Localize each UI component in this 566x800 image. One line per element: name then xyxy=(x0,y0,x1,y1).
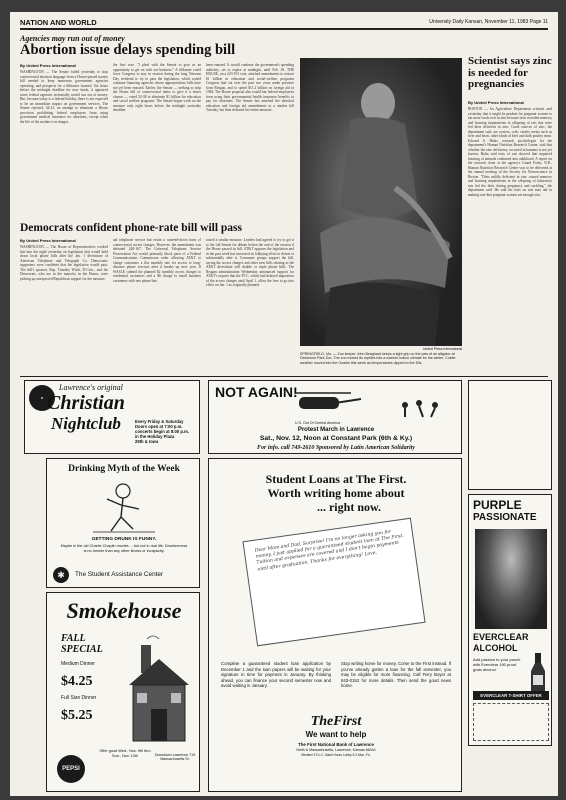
smokehouse-offer: Offer good Wed., Nov. 9th thru Sun., Nov. 13th xyxy=(99,749,151,758)
drinking-myth-ad xyxy=(46,458,200,588)
drinking-title: Drinking Myth of the Week xyxy=(68,464,180,474)
nightclub-line3: Nightclub xyxy=(51,414,121,433)
smokehouse-special: SPECIAL xyxy=(61,644,103,655)
nightclub-line1: Lawrence's original xyxy=(59,383,123,392)
protest-event: Protest March in Lawrence xyxy=(297,427,375,433)
smokehouse-location: Downtown Lawrence 719 Massachusetts St. xyxy=(154,753,196,762)
everclear-ad xyxy=(468,494,552,746)
everclear-order-form xyxy=(473,703,549,741)
abortion-byline: By United Press International xyxy=(20,63,76,68)
abortion-col-3: been enacted. It would continue the government's spending authority, set to expire at midnight, until Feb. 29. THE HOUSE, on a 223-191 vote, attached amendments to restore $1 billion in education and social-welfare programs Congress had cut over the past two years under pressure from Reagan, and to spend $11.2 billion on foreign aid in 1984. The House proposal also would bar federal employees from using their governmental health insurance benefits to pay for abortions. The Senate has attached the identical education and foreign aid amendments to a similar bill Tuesday, but then defeated the entire measure. xyxy=(206,63,294,112)
loans-copy-1: Complete a guaranteed student loan application by December 1 and the loan papers will be waiting for your signature in time for payment in January. By thinking ahead, you can finance your second semester now and avoid waiting in January. xyxy=(221,661,331,689)
bank-logo: TheFirst xyxy=(310,714,362,729)
nightclub-address: 25th & Iowa xyxy=(135,439,159,444)
drinking-detail: Maybe in the old Charlie Chaplin movies ... but not in real life. Drunkenness is no funnier than any other illness or incapacity. xyxy=(60,544,188,553)
smokehouse-building-icon xyxy=(127,635,191,745)
smokehouse-dinner-2: Full Size Dinner xyxy=(61,695,97,701)
protest-title: NOT AGAIN! xyxy=(215,384,298,400)
smokehouse-fall: FALL xyxy=(61,633,86,644)
abortion-col-1: WASHINGTON — The Senate failed yesterday to stop controversial abortion language from a House-passed money bill needed to keep numerous government agencies operating, and prospects for a filibuster loomed. Six hours before the midnight deadline for new funds, it appeared some federal agencies technically would run out of money. But, because today is a federal holiday, there is not expected to be an immediate impact on government services. The Senate rejected, 44-41, an attempt to eliminate a House provision prohibiting federal employees from using government medical insurance for abortions, except when the life of the mother is in danger. xyxy=(20,70,108,124)
bank-address: Ninth & Massachusetts, Lawrence, Kansas 66044 xyxy=(296,748,376,752)
everclear-line2: PASSIONATE xyxy=(473,512,537,523)
nightclub-doors: Doors open at 7:00 p.m. xyxy=(135,424,183,429)
bank-name: The First National Bank of Lawrence xyxy=(298,742,374,747)
model-tshirt-photo xyxy=(475,529,547,629)
photo-credit: United Press International xyxy=(422,347,462,351)
loans-headline-1: Student Loans at The First. xyxy=(265,472,407,486)
smokehouse-price-2: $5.25 xyxy=(61,708,93,723)
smokehouse-ad xyxy=(46,592,200,792)
bank-member: Member F.D.I.C. Bank Hours Lobby 9-3 Mon.-Fri. xyxy=(301,753,371,757)
everclear-pitch: Add passion to your punch with Everclear 190 proof grain alcohol xyxy=(473,657,521,672)
everclear-offer: EVERCLEAR T-SHIRT OFFER xyxy=(473,691,549,700)
nightclub-place: in the Holiday Plaza xyxy=(135,434,175,439)
nightclub-hours: Every Friday & Saturday xyxy=(135,419,184,424)
nightclub-concerts: concerts begin at 8:00 p.m. xyxy=(135,429,189,434)
drinking-footer: The Student Assistance Center xyxy=(75,571,164,578)
bank-slogan: We want to help xyxy=(305,730,367,739)
loans-copy-2: Stop writing home for money. Come to the First instead. If you've already gotten a loan for the fall semester, you may be eligible for more financing. Call Terry Boyer at 843-0152 for more details. Then send the good news home. xyxy=(341,661,451,689)
loans-headline-2: Worth writing home about xyxy=(267,486,405,500)
phonerate-col-1: WASHINGTON — The House of Representatives worked late into the night yesterday on legislation that would hold down local phone bills after the Jan. 1 divestiture of American Telephone and Telegraph Co. Democratic supporters were confident that the legislation would pass. The bill's sponsor, Rep. Timothy Wirth, D-Colo., and the Democrats, who are in the majority in the House, were picking up unexpected Republican support for the measure. xyxy=(20,245,108,281)
protest-when: Sat., Nov. 12, Noon at Constant Park (6th & Ky.) xyxy=(259,435,413,442)
everclear-brand: EVERCLEAR xyxy=(473,632,529,642)
smokehouse-name: Smokehouse xyxy=(66,598,182,623)
smokehouse-dinner-1: Medium Dinner xyxy=(61,661,95,667)
zinc-body: BOSTON — An Agriculture Department scientist said yesterday that it might be prudent for pregnant women to eat more foods rich in zinc because tests revealed memory and learning impairments in offspring of rats that were fed diets deficient in zinc. Good sources of zinc, the department said, are oysters, crab, variety meats such as liver and heart, other kinds of beef and dark poultry meat. Edward S. Halas, research psychologist for the department's Human Nutrition Research Center, said that whether the zinc deficiency occurred in humans is not yet known. Halas said tests of rats showed that impaired learning of animals continued into adulthood. A report on the research done at the agency's Grand Forks, N.D., Human Nutrition Research Center was to be delivered at the annual meeting of the Society for Neuroscience in Boston. "Diets mildly deficient in zinc caused memory and learning impairments in the offspring of laboratory rats fed the diets during pregnancy and suckling," the department said. He said his tests on rats may aid in making sure that pregnant women eat enough zinc. xyxy=(468,107,552,197)
abortion-headline: Abortion issue delays spending bill xyxy=(20,42,236,58)
pepsi-logo-icon: PEPSI xyxy=(57,755,85,783)
student-loans-ad xyxy=(208,458,462,792)
everclear-product: ALCOHOL xyxy=(473,643,518,653)
smokehouse-price-1: $4.25 xyxy=(61,674,93,689)
zinc-headline: Scientist says zinc is needed for pregnancies xyxy=(468,55,552,91)
dateline: University Daily Kansan, November 11, 1983 Page 11 xyxy=(429,19,548,25)
stumbling-drunk-icon xyxy=(87,481,161,533)
drinking-myth: GETTING DRUNK IS FUNNY. xyxy=(91,537,157,542)
zookeeper-alligator-photo xyxy=(300,58,462,346)
photo-caption: SPRINGFIELD, Mo. — Zoo keeper John Beaghard keeps a tight grip on the paw of an alligator at Dickerson Park Zoo. The zoo moved its reptiles into a warmer indoor climate for the winter. Colder weather moved into the Ozarks this week as temperatures dipped to the 30s. xyxy=(300,352,456,365)
handwritten-note xyxy=(242,518,425,647)
protest-ad xyxy=(208,380,462,454)
nightclub-line2: Christian xyxy=(47,392,125,414)
everclear-bottle-icon xyxy=(529,653,547,693)
section-title: NATION AND WORLD xyxy=(20,18,97,27)
phonerate-col-3: raised a similar measure. Leaders had agreed to try to get it to the full Senate for debate before the end of the session if the House passed its bill. AT&T opposes the legislation and in the past week has increased its lobbying effort to defeat or substantially alter it. Consumer groups support the bill, saying the access charges and other new bills relating to the AT&T divestiture will double or triple phone bills. The Reagan administration Wednesday announced support for AT&T's request that the FCC, which had delayed imposition of the access charges until April 1, allow the fees to go into effect on Jan. 1 as originally planned. xyxy=(206,238,294,287)
nightclub-schedule xyxy=(135,419,199,444)
section-divider xyxy=(20,376,548,377)
phonerate-headline: Democrats confident phone-rate bill will pass xyxy=(20,222,243,234)
nightclub-logo-icon: ✚ xyxy=(29,385,55,411)
gransport-ad xyxy=(468,380,552,490)
note-text: Dear Mom and Dad, Surprise! I'm no longer asking you for money. I just applied for a guaranteed student loan at The First. Tuition and expenses are covered and I don't begin payments until after graduation. Thanks for everything! Love, xyxy=(254,529,405,573)
phonerate-col-2: ual telephone service but retain a watered-down form of controversial access charges. However, the amendment was defeated 240-167. The Universal Telephone Service Preservation Act would primarily block parts of a Federal Communications Commission order allowing AT&T to charge customers a flat monthly rate for access to long-distance phone services after it breaks up next year. If WASLE calmed the planned $2 monthly access charges to residential customers and a $6 charge to small business customers with one phone line. xyxy=(113,238,201,283)
photo-illustration xyxy=(300,58,462,346)
nightclub-ad xyxy=(24,380,200,454)
protest-info: For info. call 749-2610 Sponsored by Latin American Solidarity xyxy=(257,445,415,451)
abortion-col-2: the first vote. "I pleaf with the Senate to give us an opportunity to get on with our business." A filibuster could force Congress to stay in session during the long Veterans Day weekend to try to pass the legislation, which would continue financing agencies whose appropriations bills have not yet been enacted. Earlier, the Senate — seeking to strip the House bill of controversial items to give it a better chance — voted 52-38 to eliminate $1 billion for education and social welfare programs. The Senate began work on the measure only eight hours before the midnight yesterday deadline. xyxy=(113,63,201,112)
everclear-line1: PURPLE xyxy=(473,498,522,512)
masthead xyxy=(20,18,548,30)
loans-headline-3: ... right now. xyxy=(316,500,381,514)
zinc-byline: By United Press International xyxy=(468,100,524,105)
abortion-kicker: Agencies may run out of money xyxy=(20,34,125,43)
newspaper-page xyxy=(10,12,558,796)
protest-sub: U.S. Out Of Central America xyxy=(295,421,341,425)
sac-logo-icon: ✱ xyxy=(53,567,69,583)
phonerate-byline: By United Press International xyxy=(20,238,76,243)
gransport-body xyxy=(472,384,550,440)
helicopter-soldiers-icon xyxy=(295,387,455,421)
